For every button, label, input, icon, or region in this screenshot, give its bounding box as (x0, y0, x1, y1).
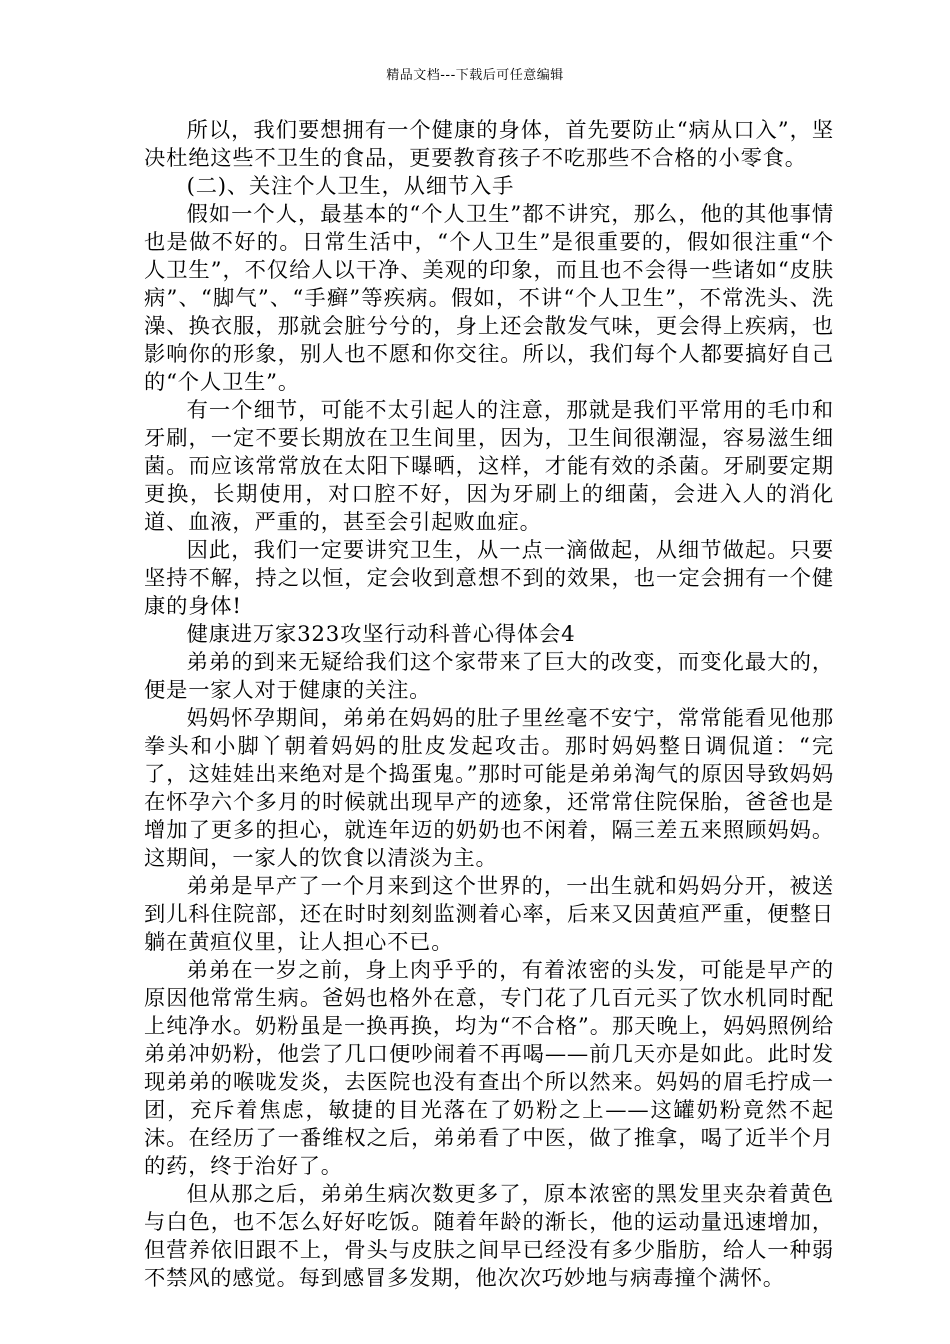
section-heading: 健康进万家323攻坚行动科普心得体会4 (186, 622, 576, 647)
page-header: 精品文档---下载后可任意编辑 (386, 68, 564, 83)
section-heading: (二)、关注个人卫生，从细节入手 (186, 174, 515, 199)
paragraph: 但从那之后，弟弟生病次数更多了，原本浓密的黑发里夹杂着黄色与白色，也不怎么好好吃饭。随着年龄的渐长，他的运动量迅速增加，但营养依旧跟不上，骨头与皮肤之间早已经没有多少脂肪，给人一种弱不禁风的感觉。每到感冒多发期，他次次巧妙地与病毒撞个满怀。 (144, 1182, 834, 1291)
document-body (144, 117, 834, 1293)
paragraph: 有一个细节，可能不太引起人的注意，那就是我们平常用的毛巾和牙刷，一定不要长期放在卫生间里，因为，卫生间很潮湿，容易滋生细菌。而应该常常放在太阳下曝晒，这样，才能有效的杀菌。牙刷要定期更换，长期使用，对口腔不好，因为牙刷上的细菌，会进入人的消化道、血液，严重的，甚至会引起败血症。 (144, 398, 834, 535)
paragraph: 弟弟的到来无疑给我们这个家带来了巨大的改变，而变化最大的，便是一家人对于健康的关注。 (144, 650, 834, 703)
paragraph: 假如一个人，最基本的“个人卫生”都不讲究，那么，他的其他事情也是做不好的。日常生活中，“个人卫生”是很重要的，假如很注重“个人卫生”，不仅给人以干净、美观的印象，而且也不会得一些诸如“皮肤病”、“脚气”、“手癣”等疾病。假如，不讲“个人卫生”，不常洗头、洗澡、换衣服，那就会脏兮兮的，身上还会散发气味，更会得上疾病，也影响你的形象，别人也不愿和你交往。所以，我们每个人都要搞好自己的“个人卫生”。 (144, 202, 834, 395)
paragraph: 弟弟是早产了一个月来到这个世界的，一出生就和妈妈分开，被送到儿科住院部，还在时时刻刻监测着心率，后来又因黄疸严重，便整日躺在黄疸仪里，让人担心不已。 (144, 874, 834, 955)
paragraph: 因此，我们一定要讲究卫生，从一点一滴做起，从细节做起。只要坚持不解，持之以恒，定会收到意想不到的效果，也一定会拥有一个健康的身体! (144, 538, 834, 619)
paragraph: 弟弟在一岁之前，身上肉乎乎的，有着浓密的头发，可能是早产的原因他常常生病。爸妈也格外在意，专门花了几百元买了饮水机同时配上纯净水。奶粉虽是一换再换，均为“不合格”。那天晚上，妈妈照例给弟弟冲奶粉，他尝了几口便吵闹着不再喝——前几天亦是如此。此时发现弟弟的喉咙发炎，去医院也没有查出个所以然来。妈妈的眉毛拧成一团，充斥着焦虑，敏捷的目光落在了奶粉之上——这罐奶粉竟然不起沫。在经历了一番维权之后，弟弟看了中医，做了推拿，喝了近半个月的药，终于治好了。 (144, 958, 834, 1179)
paragraph: 妈妈怀孕期间，弟弟在妈妈的肚子里丝毫不安宁，常常能看见他那拳头和小脚丫朝着妈妈的肚皮发起攻击。那时妈妈整日调侃道：“完了，这娃娃出来绝对是个捣蛋鬼。”那时可能是弟弟淘气的原因导致妈妈在怀孕六个多月的时候就出现早产的迹象，还常常住院保胎，爸爸也是增加了更多的担心，就连年迈的奶奶也不闲着，隔三差五来照顾妈妈。这期间，一家人的饮食以清淡为主。 (144, 706, 834, 871)
paragraph: 所以，我们要想拥有一个健康的身体，首先要防止“病从口入”，坚决杜绝这些不卫生的食品，更要教育孩子不吃那些不合格的小零食。 (144, 118, 834, 171)
